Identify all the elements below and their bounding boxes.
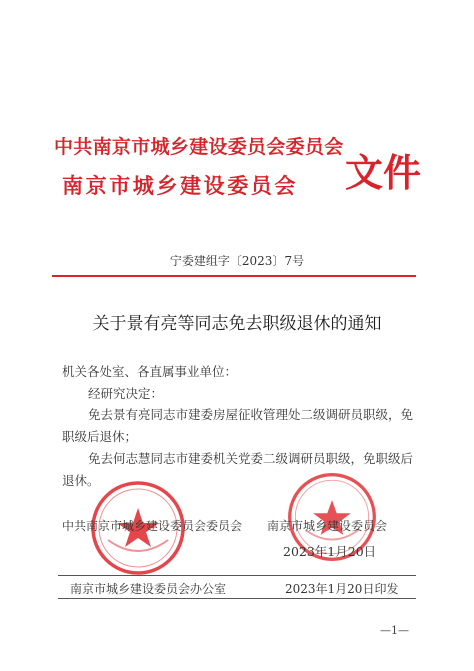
issuer-org-line-2: 南京市城乡建设委员会: [62, 173, 298, 198]
document-number: 宁委建组字〔2023〕7号: [169, 254, 305, 268]
signature-date: 2023年1月20日: [283, 544, 377, 559]
signature-committee: 南京市城乡建设委员会: [267, 519, 388, 533]
body-paragraph-1: 经研究决定：: [88, 386, 164, 401]
body-paragraph-2-line-2: 职级后退休；: [62, 429, 138, 444]
body-paragraph-3-line-2: 退休。: [62, 473, 100, 488]
body-paragraph-2-line-1: 免去景有亮同志市建委房屋征收管理处二级调研员职级，免: [88, 407, 414, 422]
page-number: —1—: [380, 624, 409, 637]
footer-rule-top: [58, 575, 416, 576]
red-header-rule: [52, 275, 416, 277]
body-paragraph-3-line-1: 免去何志慧同志市建委机关党委二级调研员职级，免职级后: [88, 451, 414, 466]
salutation: 机关各处室、各直属事业单位：: [62, 364, 238, 379]
signature-party-committee: 中共南京市城乡建设委员会委员会: [62, 519, 243, 533]
document-type-label: 文件: [345, 150, 422, 195]
issuer-org-line-1: 中共南京市城乡建设委员会委员会: [54, 136, 344, 158]
footer-rule-bottom: [58, 598, 416, 599]
footer-issue-date: 2023年1月20日印发: [285, 582, 399, 596]
document-title: 关于景有亮等同志免去职级退休的通知: [92, 314, 382, 334]
footer-issuer: 南京市城乡建设委员会办公室: [70, 582, 227, 596]
